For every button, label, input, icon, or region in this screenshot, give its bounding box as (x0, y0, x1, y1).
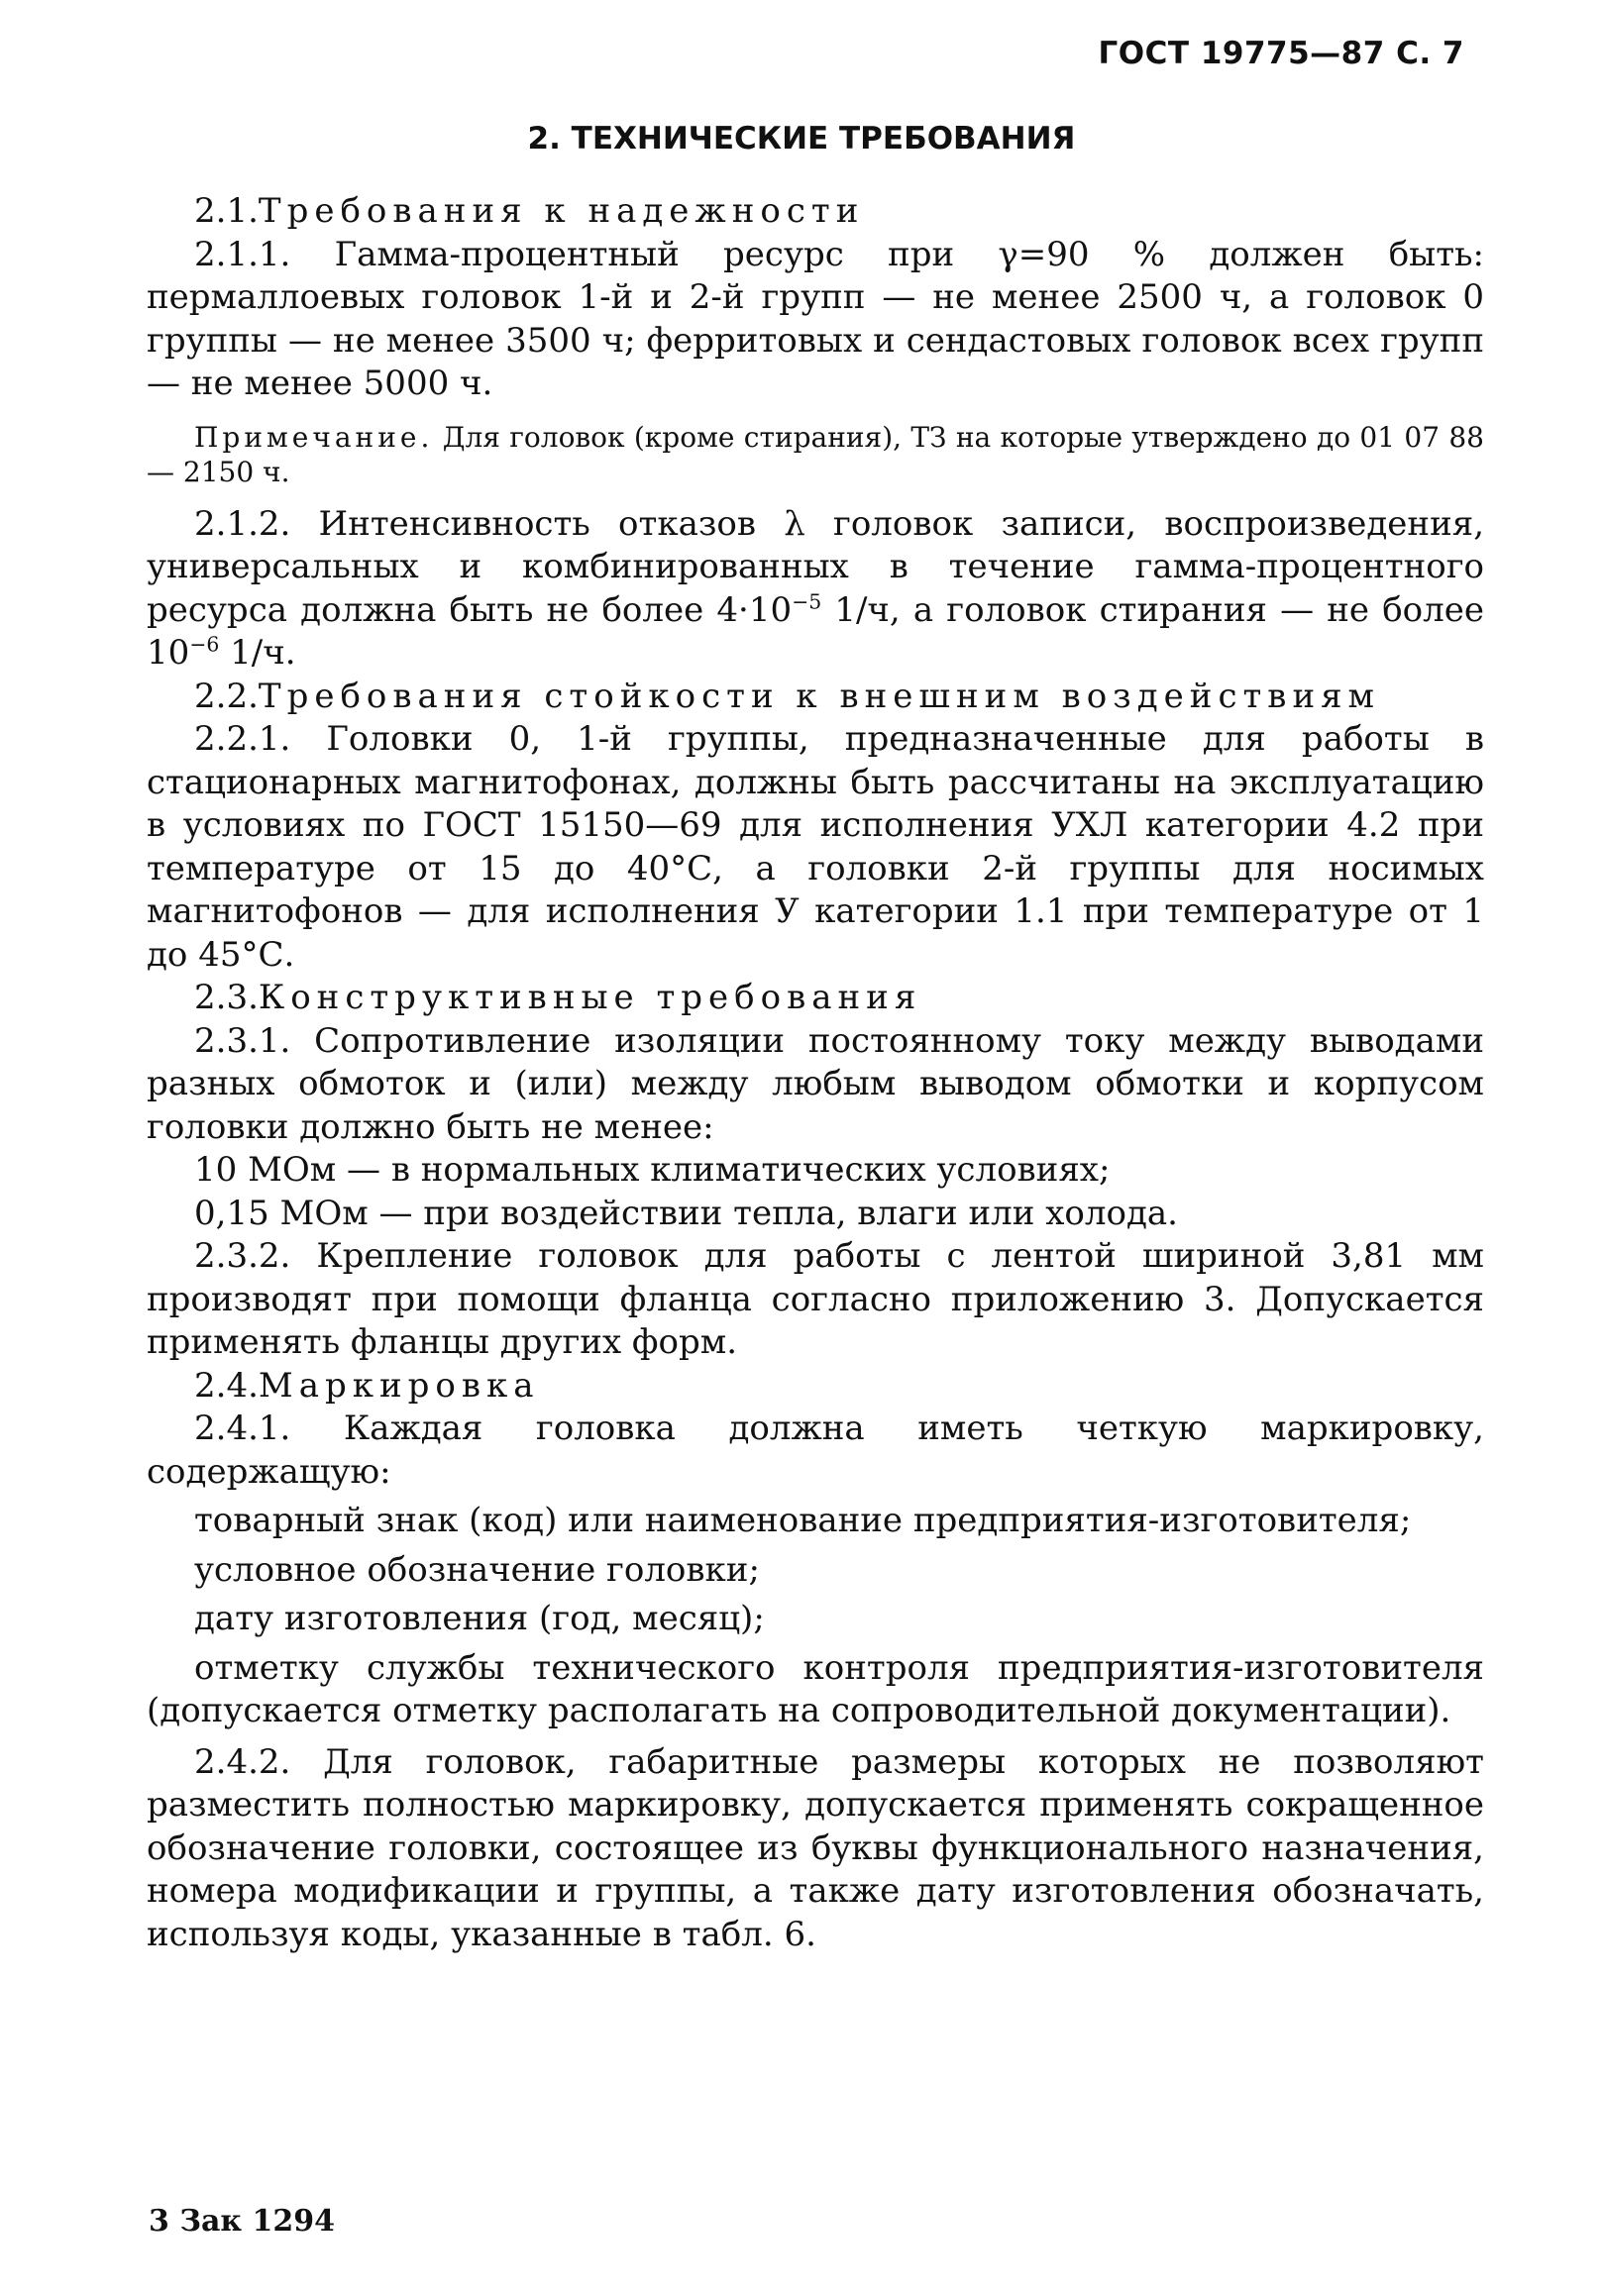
paragraph-2-1-2-part-b: 1/ч, а головок стирания — не более 10 (147, 589, 1484, 673)
note-lead: Примечание. (194, 420, 434, 454)
paragraph-2-1-1: 2.1.1. Гамма-процентный ресурс при γ=90 % должен быть: пермаллоевых головок 1-й и 2-й групп — не менее 2500 ч, а головок 0 группы — не менее 3500 ч; ферритовых и сендастовых головок всех групп — не менее 5000 ч. (147, 234, 1484, 403)
exponent-2: −6 (189, 632, 220, 657)
heading-number: 2.3. (194, 978, 259, 1017)
paragraph-2-4-1: 2.4.1. Каждая головка должна иметь четкую маркировку, содержащую: (147, 1409, 1484, 1492)
paragraph-2-2-1: 2.2.1. Головки 0, 1-й группы, предназначенные для работы в стационарных магнитофонах, должны быть рассчитаны на эксплуатацию в условиях по ГОСТ 15150—69 для исполнения УХЛ категории 4.2 при температуре от 15 до 40°С, а головки 2-й группы для носимых магнитофонов — для исполнения У категории 1.1 при температуре от 1 до 45°С. (147, 719, 1484, 975)
list-item: товарный знак (код) или наименование предприятия-изготовителя; (194, 1501, 1412, 1540)
paragraph-2-3-1-item-a: 10 МОм — в нормальных климатических условиях; (194, 1150, 1111, 1190)
heading-2-4 (147, 1365, 1484, 1409)
exponent-1: −5 (792, 589, 822, 614)
document-body (147, 190, 1484, 1956)
heading-number: 2.4. (194, 1365, 259, 1406)
list-item: дату изготовления (год, месяц); (194, 1599, 765, 1638)
paragraph-2-1-2-part-a: 2.1.2. Интенсивность отказов λ головок записи, воспроизведения, универсальных и комбинированных в течение гамма-процентного ресурса должна быть не более 4·10 (147, 503, 1484, 630)
paragraph-2-3-2: 2.3.2. Крепление головок для работы с лентой шириной 3,81 мм производят при помощи фланца согласно приложению 3. Допускается применять фланцы других форм. (147, 1236, 1484, 1362)
note (147, 420, 1484, 489)
heading-2-3 (147, 977, 1484, 1020)
heading-text: Маркировка (258, 1365, 540, 1406)
heading-text: Требования к надежности (258, 191, 865, 231)
heading-number: 2.1. (194, 191, 259, 231)
list-item: условное обозначение головки; (194, 1549, 760, 1590)
heading-number: 2.2. (194, 676, 259, 716)
heading-2-2 (147, 676, 1484, 719)
heading-text: Требования стойкости к внешним воздействиям (258, 676, 1380, 716)
section-title: 2. ТЕХНИЧЕСКИЕ ТРЕБОВАНИЯ (527, 121, 1076, 157)
paragraph-2-1-2-part-c: 1/ч. (219, 633, 296, 673)
paragraph-2-1-2 (147, 503, 1484, 676)
note-text: Для головок (кроме стирания), ТЗ на которые утверждено до 01 07 88 — 2150 ч. (147, 420, 1484, 488)
page-header: ГОСТ 19775—87 С. 7 (1098, 36, 1464, 71)
heading-text: Конструктивные требования (258, 978, 922, 1017)
paragraph-2-3-1-item-b: 0,15 МОм — при воздействии тепла, влаги или холода. (194, 1193, 1178, 1233)
paragraph-2-3-1: 2.3.1. Сопротивление изоляции постоянному току между выводами разных обмоток и (или) между любым выводом обмотки и корпусом головки должно быть не менее: (147, 1020, 1484, 1147)
heading-2-1 (147, 190, 1484, 234)
page-footer: 3 Зак 1294 (149, 2204, 335, 2239)
list-item: отметку службы технического контроля предприятия-изготовителя (допускается отметку располагать на сопроводительной документации). (147, 1647, 1484, 1730)
paragraph-2-4-2: 2.4.2. Для головок, габаритные размеры которых не позволяют разместить полностью маркировку, допускается применять сокращенное обозначение головки, состоящее из буквы функционального назначения, номера модификации и группы, а также дату изготовления обозначать, используя коды, указанные в табл. 6. (147, 1741, 1484, 1954)
